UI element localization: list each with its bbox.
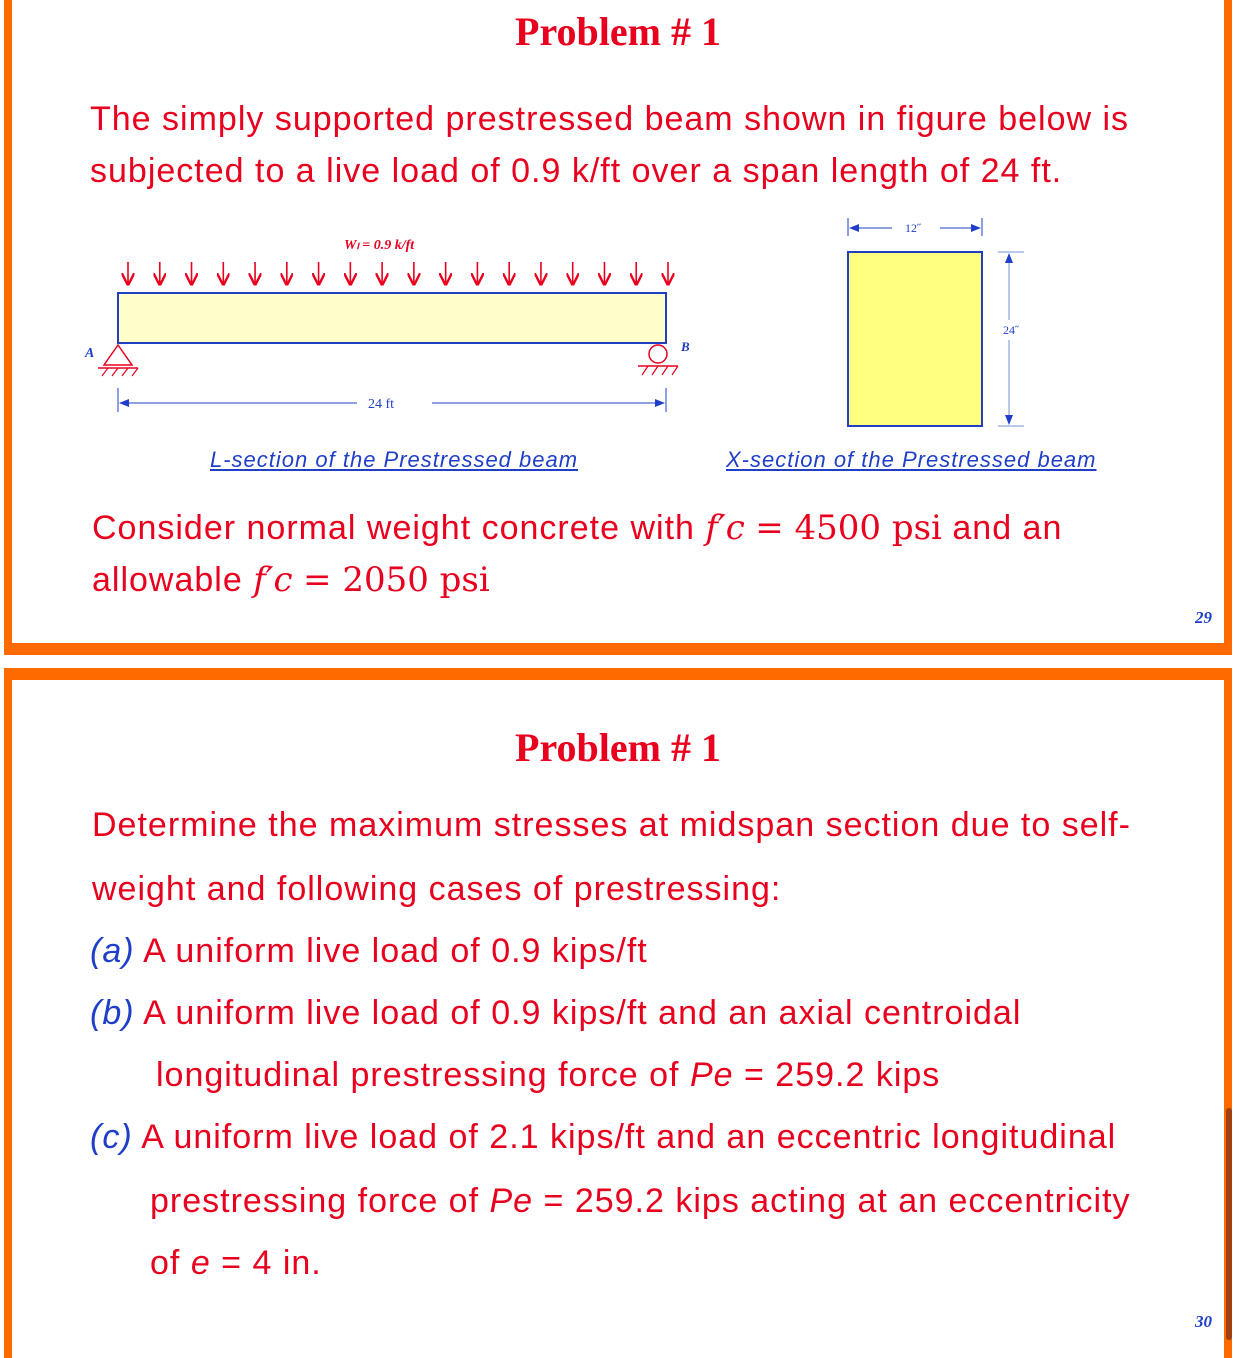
xsection-caption: X-section of the Prestressed beam — [726, 447, 1097, 472]
lsection-caption: L-section of the Prestressed beam — [210, 447, 579, 472]
page-number: 30 — [1195, 1312, 1212, 1331]
case-c-text-1: A uniform live load of 2.1 kips/ft and an eccentric longitudinal — [141, 1118, 1117, 1156]
slide-title: Problem # 1 — [515, 9, 721, 54]
determine-line-1: Determine the maximum stresses at midspan section due to self- — [92, 806, 1131, 844]
support-b-label: B — [681, 339, 690, 354]
page-number: 29 — [1195, 608, 1212, 627]
allowable-prefix: allowable — [92, 561, 243, 599]
case-a-text: A uniform live load of 0.9 kips/ft — [143, 932, 648, 970]
fc-allow-symbol: f′c — [253, 560, 293, 600]
case-c — [90, 1118, 1116, 1157]
fc-symbol: f′c — [705, 508, 745, 548]
case-a-label: (a) — [90, 932, 135, 970]
support-a-label: A — [85, 346, 95, 361]
intro-line-2: subjected to a live load of 0.9 k/ft over a span length of 24 ft. — [90, 152, 1063, 190]
case-b-line-2 — [156, 1056, 940, 1095]
beam-body — [118, 293, 666, 343]
case-c-line-3 — [150, 1244, 322, 1283]
case-c-text-3: of — [150, 1244, 181, 1282]
consider-prefix: Consider normal weight concrete with — [92, 509, 695, 547]
intro-line-1: The simply supported prestressed beam shown in figure below is — [90, 100, 1130, 138]
case-c-pe: Pe — [489, 1182, 534, 1220]
case-b — [90, 994, 1021, 1033]
load-label: Wₗ = 0.9 k/ft — [344, 238, 415, 253]
pin-support-a — [98, 345, 138, 376]
case-c-e: e — [190, 1244, 211, 1282]
consider-line-1 — [92, 508, 1062, 548]
depth-label: 24˝ — [1003, 323, 1019, 337]
consider-line-2 — [92, 560, 490, 600]
case-c-e-value: = 4 in. — [210, 1244, 322, 1282]
case-b-label: (b) — [90, 994, 135, 1032]
case-b-value: = 259.2 kips — [733, 1056, 941, 1094]
case-c-line-2 — [150, 1182, 1131, 1221]
cross-section-rect — [848, 252, 982, 426]
case-c-text-2: prestressing force of — [150, 1182, 480, 1220]
fc-allow-value: = 2050 psi — [303, 560, 490, 600]
distributed-load-arrows — [124, 262, 672, 284]
case-b-text-2: longitudinal prestressing force of — [156, 1056, 680, 1094]
span-label: 24 ft — [368, 397, 395, 412]
consider-suffix: and an — [952, 509, 1063, 547]
case-b-pe: Pe — [689, 1056, 734, 1094]
case-c-label: (c) — [90, 1118, 133, 1156]
fc-value: = 4500 psi — [755, 508, 942, 548]
roller-support-b — [638, 345, 678, 375]
slide-title: Problem # 1 — [515, 725, 721, 770]
slide-29 — [4, 0, 1232, 655]
beam-diagram — [12, 0, 1224, 480]
cross-section-depth-dimension — [998, 252, 1024, 426]
width-label: 12˝ — [905, 221, 921, 235]
slide-30 — [4, 668, 1232, 1358]
case-c-value: = 259.2 kips acting at an eccentricity — [533, 1182, 1131, 1220]
case-b-text-1: A uniform live load of 0.9 kips/ft and an axial centroidal — [143, 994, 1022, 1032]
determine-line-2: weight and following cases of prestressing: — [92, 870, 782, 908]
case-a — [90, 932, 648, 971]
vertical-scrollbar[interactable] — [1226, 1108, 1232, 1340]
